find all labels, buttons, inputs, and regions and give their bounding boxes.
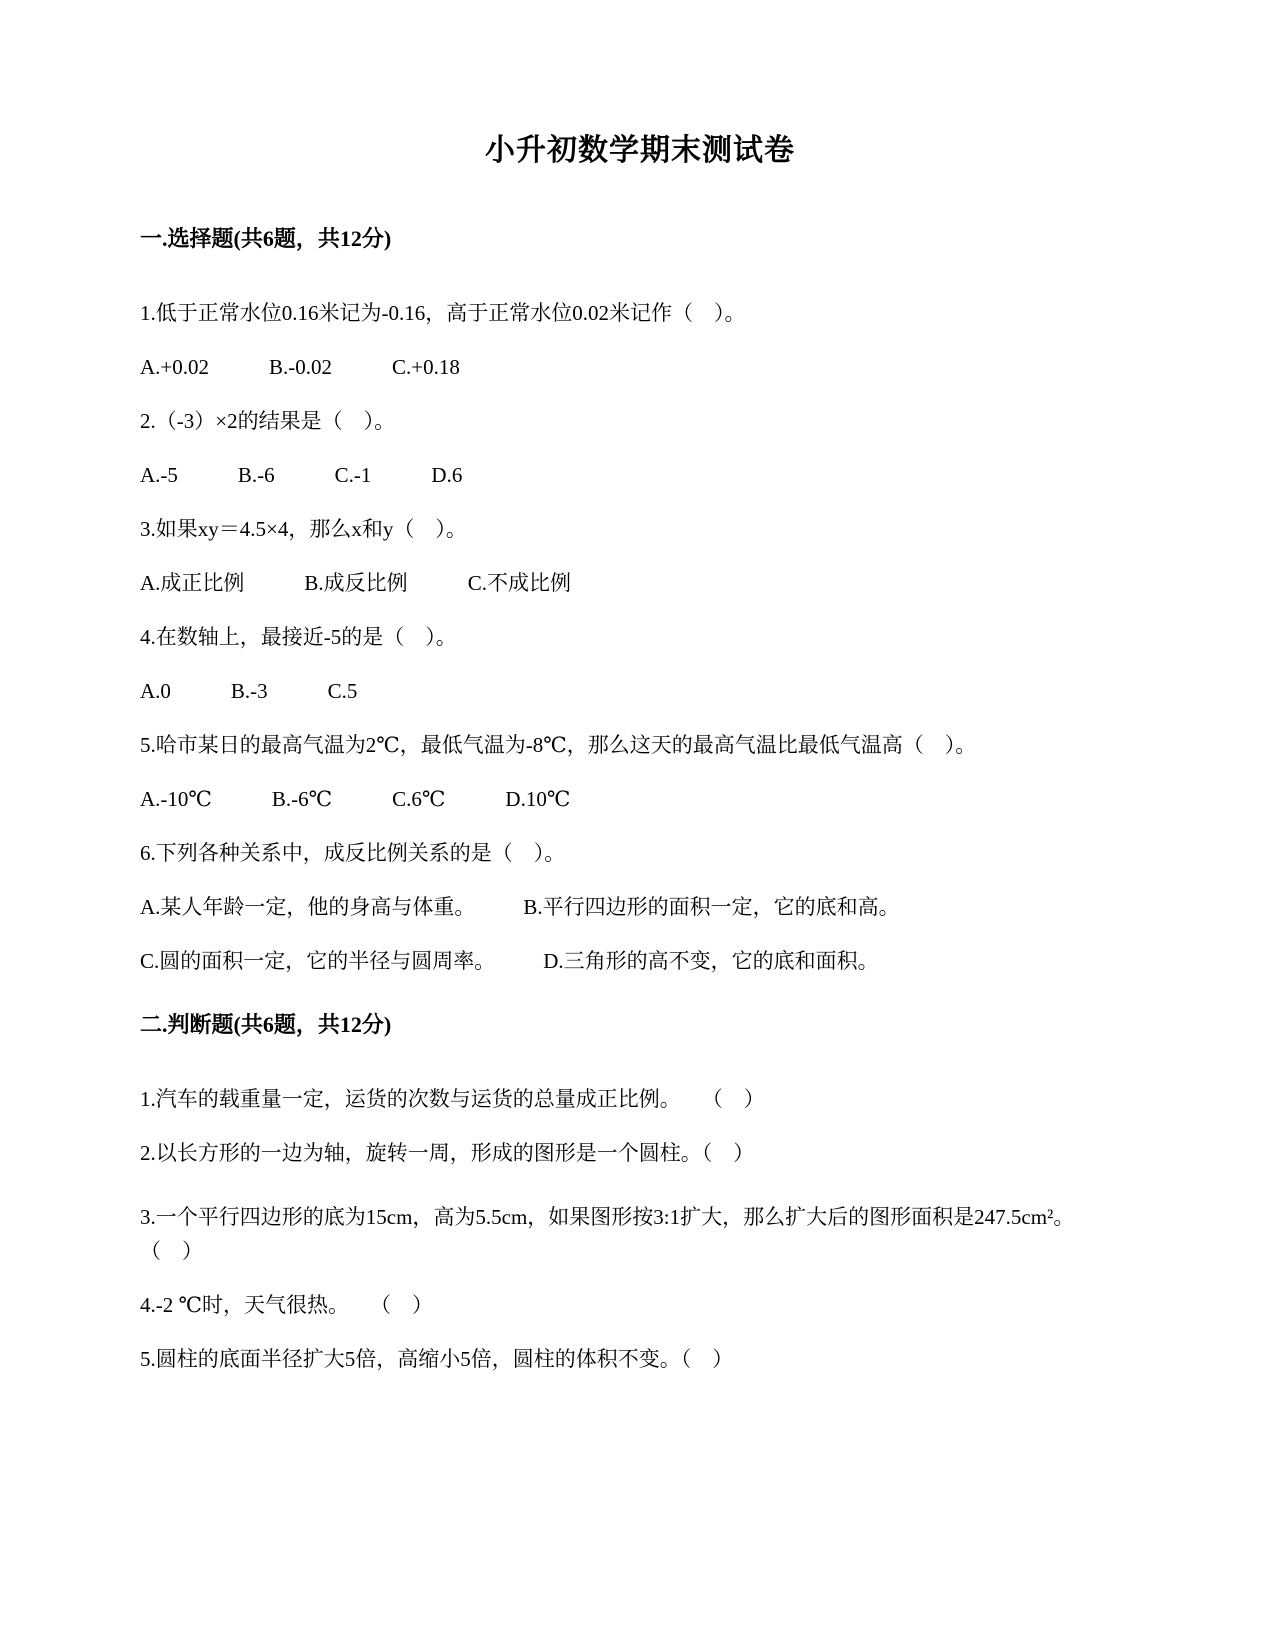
judgment-section-heading: 二.判断题(共6题，共12分) (140, 1012, 392, 1037)
s1-question-4-text: 4.在数轴上，最接近-5的是（ ）。 (140, 625, 457, 649)
option-a: A.-5 (140, 463, 178, 487)
s1-question-2-options (140, 458, 1140, 492)
option-c: C.圆的面积一定，它的半径与圆周率。 (140, 949, 496, 973)
option-b: B.-0.02 (269, 355, 333, 379)
option-d: D.6 (431, 463, 463, 487)
option-b: B.平行四边形的面积一定，它的底和高。 (523, 895, 900, 919)
s1-question-6-options-row2 (140, 944, 1140, 978)
s1-question-1-text: 1.低于正常水位0.16米记为-0.16，高于正常水位0.02米记作（ ）。 (140, 301, 746, 325)
choice-section (140, 226, 1140, 978)
s1-question-5-text: 5.哈市某日的最高气温为2℃，最低气温为-8℃，那么这天的最高气温比最低气温高（ ）。 (140, 733, 977, 757)
page-title: 小升初数学期末测试卷 (485, 134, 795, 167)
s2-question-2-text: 2.以长方形的一边为轴，旋转一周，形成的图形是一个圆柱。（ ） (140, 1141, 755, 1165)
s1-question-3-text: 3.如果xy＝4.5×4，那么x和y（ ）。 (140, 517, 467, 541)
s2-question-4-text: 4.-2 ℃时，天气很热。 （ ） (140, 1293, 433, 1317)
option-a: A.某人年龄一定，他的身高与体重。 (140, 895, 476, 919)
s1-question-3-options (140, 566, 1140, 600)
s1-question-1-options (140, 350, 1140, 384)
s2-question-5-text: 5.圆柱的底面半径扩大5倍，高缩小5倍，圆柱的体积不变。（ ） (140, 1347, 734, 1371)
s1-question-6-text: 6.下列各种关系中，成反比例关系的是（ ）。 (140, 841, 566, 865)
option-a: A.-10℃ (140, 787, 212, 811)
option-a: A.0 (140, 679, 171, 703)
option-b: B.-6℃ (271, 787, 333, 811)
s1-question-4-options (140, 674, 1140, 708)
option-c: C.-1 (334, 463, 372, 487)
option-b: B.-6 (237, 463, 275, 487)
option-c: C.5 (327, 679, 358, 703)
judgment-section (140, 1012, 1140, 1376)
s2-question-1-text: 1.汽车的载重量一定，运货的次数与运货的总量成正比例。 （ ） (140, 1087, 765, 1111)
s2-question-3-text: 3.一个平行四边形的底为15cm，高为5.5cm，如果图形按3:1扩大，那么扩大后的图形面积是247.5cm²。 （ ） (140, 1205, 1106, 1263)
option-b: B.-3 (230, 679, 268, 703)
s1-question-6-options-row1 (140, 890, 1140, 924)
s1-question-5-options (140, 782, 1140, 816)
choice-section-heading: 一.选择题(共6题，共12分) (140, 226, 392, 251)
option-b: B.成反比例 (304, 571, 408, 595)
option-c: C.6℃ (392, 787, 446, 811)
option-c: C.+0.18 (392, 355, 460, 379)
option-d: D.10℃ (505, 787, 571, 811)
option-d: D.三角形的高不变，它的底和面积。 (543, 949, 879, 973)
option-a: A.成正比例 (140, 571, 245, 595)
s1-question-2-text: 2.（-3）×2的结果是（ ）。 (140, 409, 396, 433)
option-a: A.+0.02 (140, 355, 210, 379)
option-c: C.不成比例 (467, 571, 571, 595)
